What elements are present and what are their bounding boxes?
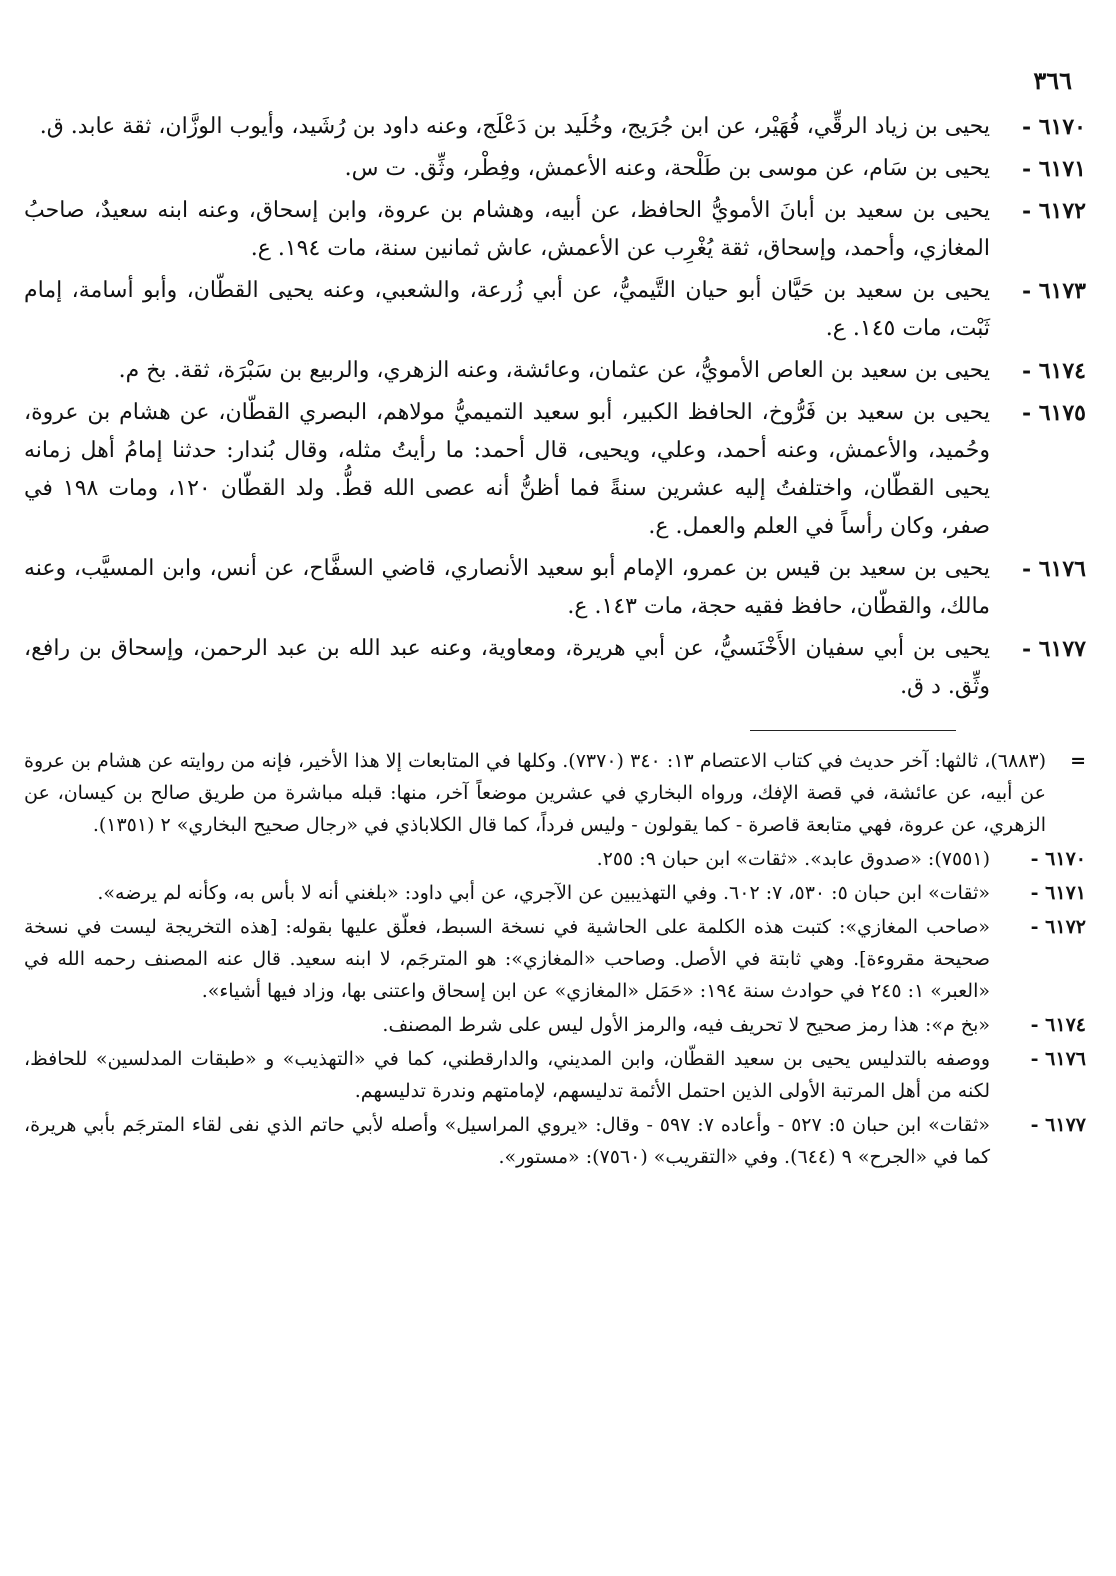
entry-number: ٦١٧١ - <box>1021 156 1086 182</box>
footnote <box>24 1009 1086 1041</box>
footnote-text: «ثقات» ابن حبان ٥: ٥٣٠، ٧: ٦٠٢. وفي التهذيبين عن الآجري، عن أبي داود: «بلغني أنه لا بأس به، وكأنه لم يرضه». <box>97 882 990 904</box>
entry-text: يحيى بن زياد الرقِّي، فُهَيْر، عن ابن جُرَيج، وخُلَيد بن دَعْلَج، وعنه داود بن رُشَيد، وأيوب الوزَّان، ثقة عابد. ق. <box>39 114 990 139</box>
footnote-text: (٦٨٨٣)، ثالثها: آخر حديث في كتاب الاعتصام ١٣: ٣٤٠ (٧٣٧٠). وكلها في المتابعات إلا هذا الأخير، فإنه من روايته عن هشام بن عروة عن أبيه، عن عائشة، في قصة الإفك، ورواه البخاري في عشرين موضعاً آخر، منها: قبله مباشرة من طريق صالح بن كيسان، عن الزهري، عن عروة، فهي متابعة قاصرة - كما يقولون - وليس فرداً، كما قال الكلاباذي في «رجال صحيح البخاري» ٢ (١٣٥١). <box>24 750 1046 836</box>
footnote-number: ٦١٧١ - <box>1030 882 1086 904</box>
entry <box>24 108 1086 146</box>
entry <box>24 192 1086 268</box>
footnote-text: «صاحب المغازي»: كتبت هذه الكلمة على الحاشية في نسخة السبط، فعلّق عليها بقوله: [هذه التخريجة ليست في نسخة صحيحة مقروءة]. وهي ثابتة في الأصل. وصاحب «المغازي»: هو المترجَم، لا ابنه سعيد. قال عنه المصنف رحمه الله في «العبر» ١: ٢٤٥ في حوادث سنة ١٩٤: «حَمَل «المغازي» عن ابن إسحاق واعتنى بها، وزاد فيها أشياء». <box>24 916 990 1002</box>
entry-text: يحيى بن أبي سفيان الأَخْنَسيُّ، عن أبي هريرة، ومعاوية، وعنه عبد الله بن عبد الرحمن، وإسحاق بن رافع، وثِّق. د ق. <box>24 636 990 699</box>
entry <box>24 550 1086 626</box>
entry-text: يحيى بن سعيد بن العاص الأمويُّ، عن عثمان، وعائشة، وعنه الزهري، والربيع بن سَبْرَة، ثقة. بخ م. <box>118 358 990 383</box>
footnote-number: ٦١٧٤ - <box>1030 1014 1086 1036</box>
entry-number: ٦١٧٧ - <box>1021 636 1086 662</box>
entry-text: يحيى بن سعيد بن حَيَّان أبو حيان التَّيميُّ، عن أبي زُرعة، والشعبي، وعنه يحيى القطّان، وأبو أسامة، إمام ثَبْت، مات ١٤٥. ع. <box>24 278 990 341</box>
footnote-number: ٦١٧٧ - <box>1030 1114 1086 1136</box>
entry <box>24 150 1086 188</box>
footnotes-list <box>24 745 1086 1173</box>
entry <box>24 630 1086 706</box>
entry <box>24 394 1086 546</box>
footnote-text: (٧٥٥١): «صدوق عابد». «ثقات» ابن حبان ٩: ٢٥٥. <box>596 848 990 870</box>
entry-text: يحيى بن سَام، عن موسى بن طَلْحة، وعنه الأعمش، وفِطْر، وثِّق. ت س. <box>344 156 990 181</box>
entry-number: ٦١٧٢ - <box>1021 198 1086 224</box>
entry-number: ٦١٧٠ - <box>1021 114 1086 140</box>
entry-number: ٦١٧٥ - <box>1021 400 1086 426</box>
footnote <box>24 745 1086 841</box>
footnote <box>24 1109 1086 1173</box>
footnote-number: ٦١٧٠ - <box>1030 848 1086 870</box>
entry-text: يحيى بن سعيد بن قيس بن عمرو، الإمام أبو سعيد الأنصاري، قاضي السفَّاح، عن أنس، وابن المسيَّب، وعنه مالك، والقطّان، حافظ فقيه حجة، مات ١٤٣. ع. <box>24 556 990 619</box>
entry <box>24 352 1086 390</box>
footnote <box>24 877 1086 909</box>
footnote-divider <box>750 730 956 731</box>
entry-number: ٦١٧٣ - <box>1021 278 1086 304</box>
entry-text: يحيى بن سعيد بن فَرُّوخ، الحافظ الكبير، أبو سعيد التميميُّ مولاهم، البصري القطّان، عن هشام بن عروة، وحُميد، والأعمش، وعنه أحمد، وعلي، ويحيى، قال أحمد: ما رأيتُ مثله، وقال بُندار: حدثنا إمامُ أهل زمانه يحيى القطّان، واختلفتُ إليه عشرين سنةً فما أظنُّ أنه عصى الله قطُّ. ولد القطّان ١٢٠، ومات ١٩٨ في صفر، وكان رأساً في العلم والعمل. ع. <box>24 400 990 539</box>
footnote-number: = <box>1070 750 1086 772</box>
page-number: ٣٦٦ <box>1033 66 1072 95</box>
entry <box>24 272 1086 348</box>
footnote-number: ٦١٧٦ - <box>1030 1048 1086 1070</box>
footnote-text: «ثقات» ابن حبان ٥: ٥٢٧ - وأعاده ٧: ٥٩٧ - وقال: «يروي المراسيل» وأصله لأبي حاتم الذي نفى لقاء المترجَم بأبي هريرة، كما في «الجرح» ٩ (٦٤٤). وفي «التقريب» (٧٥٦٠): «مستور». <box>24 1114 990 1168</box>
entry-number: ٦١٧٦ - <box>1021 556 1086 582</box>
entry-number: ٦١٧٤ - <box>1021 358 1086 384</box>
footnote-text: «بخ م»: هذا رمز صحيح لا تحريف فيه، والرمز الأول ليس على شرط المصنف. <box>382 1014 990 1036</box>
footnote-divider-wrap <box>24 730 1086 731</box>
footnote <box>24 911 1086 1007</box>
footnote-text: ووصفه بالتدليس يحيى بن سعيد القطّان، وابن المديني، والدارقطني، كما في «التهذيب» و «طبقات المدلسين» للحافظ، لكنه من أهل المرتبة الأولى الذين احتمل الأئمة تدليسهم، لإمامتهم وندرة تدليسهم. <box>24 1048 990 1102</box>
entry-text: يحيى بن سعيد بن أبانَ الأمويُّ الحافظ، عن أبيه، وهشام بن عروة، وابن إسحاق، وعنه ابنه سعيدٌ، صاحبُ المغازي، وأحمد، وإسحاق، ثقة يُغْرِب عن الأعمش، عاش ثمانين سنة، مات ١٩٤. ع. <box>24 198 990 261</box>
footnote-number: ٦١٧٢ - <box>1030 916 1086 938</box>
entries-list <box>24 108 1086 706</box>
footnote <box>24 1043 1086 1107</box>
footnote <box>24 843 1086 875</box>
